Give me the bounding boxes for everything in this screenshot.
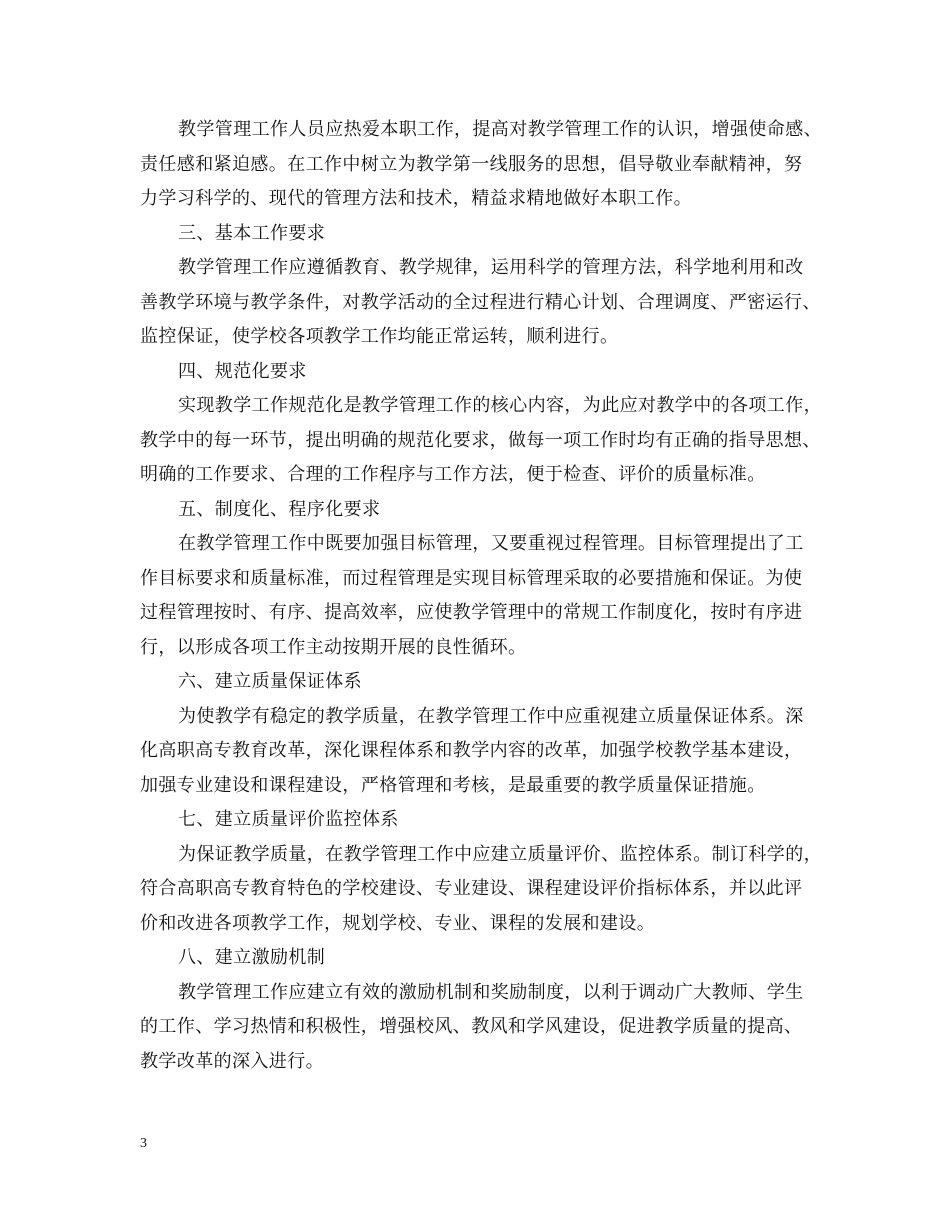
- text-line: 教学管理工作应遵循教育、教学规律，运用科学的管理方法，科学地利用和改: [178, 257, 804, 278]
- text-line: 加强专业建设和课程建设，严格管理和考核，是最重要的教学质量保证措施。: [140, 774, 766, 796]
- text-line: 六、建立质量保证体系: [178, 671, 362, 692]
- text-line: 行，以形成各项工作主动按期开展的良性循环。: [140, 636, 527, 658]
- text-line: 为使教学有稳定的教学质量，在教学管理工作中应重视建立质量保证体系。深: [178, 705, 804, 727]
- text-line: 五、制度化、程序化要求: [178, 498, 381, 520]
- text-line: 明确的工作要求、合理的工作程序与工作方法，便于检查、评价的质量标准。: [140, 464, 766, 485]
- text-line: 化高职高专教育改革，深化课程体系和教学内容的改革，加强学校教学基本建设，: [140, 740, 803, 761]
- text-line: 教学改革的深入进行。: [140, 1050, 324, 1072]
- text-line: 力学习科学的、现代的管理方法和技术，精益求精地做好本职工作。: [140, 188, 692, 209]
- text-line: 为保证教学质量，在教学管理工作中应建立质量评价、监控体系。制订科学的，: [178, 843, 822, 865]
- text-line: 过程管理按时、有序、提高效率，应使教学管理中的常规工作制度化，按时有序进: [140, 602, 803, 623]
- text-line: 七、建立质量评价监控体系: [178, 809, 399, 830]
- text-line: 教学管理工作应建立有效的激励机制和奖励制度，以利于调动广大教师、学生: [178, 981, 804, 1003]
- text-line: 八、建立激励机制: [178, 947, 326, 968]
- text-line: 监控保证，使学校各项教学工作均能正常运转，顺利进行。: [140, 326, 619, 347]
- text-line: 的工作、学习热情和积极性，增强校风、教风和学风建设，促进教学质量的提高、: [140, 1016, 803, 1037]
- document-body: [140, 113, 820, 1079]
- text-line: 四、规范化要求: [178, 360, 307, 382]
- text-line: 符合高职高专教育特色的学校建设、专业建设、课程建设评价指标体系，并以此评: [140, 878, 803, 899]
- text-line: 善教学环境与教学条件，对教学活动的全过程进行精心计划、合理调度、严密运行、: [140, 291, 821, 313]
- page-number: 3: [140, 1136, 147, 1151]
- text-line: 作目标要求和质量标准，而过程管理是实现目标管理采取的必要措施和保证。为使: [140, 567, 803, 589]
- text-line: 教学管理工作人员应热爱本职工作，提高对教学管理工作的认识，增强使命感、: [178, 119, 822, 140]
- text-line: 责任感和紧迫感。在工作中树立为教学第一线服务的思想，倡导敬业奉献精神，努: [140, 153, 803, 175]
- text-line: 教学中的每一环节，提出明确的规范化要求，做每一项工作时均有正确的指导思想、: [140, 429, 821, 451]
- text-line: 价和改进各项教学工作，规划学校、专业、课程的发展和建设。: [140, 912, 656, 934]
- text-line: 在教学管理工作中既要加强目标管理，又要重视过程管理。目标管理提出了工: [178, 533, 804, 554]
- text-line: 三、基本工作要求: [178, 222, 326, 244]
- text-line: 实现教学工作规范化是教学管理工作的核心内容，为此应对教学中的各项工作，: [178, 395, 822, 416]
